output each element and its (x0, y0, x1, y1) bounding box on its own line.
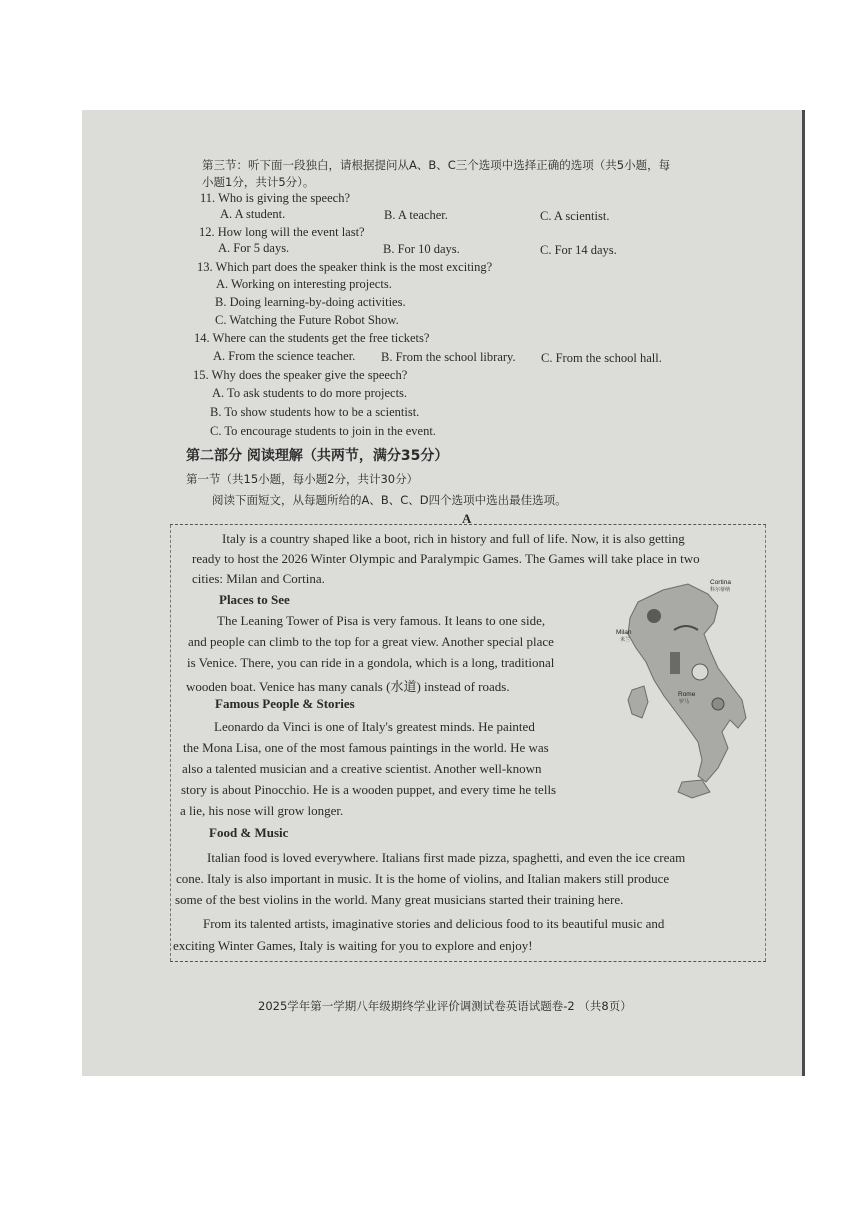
q13-option-c: C. Watching the Future Robot Show. (215, 313, 399, 327)
q11-option-c: C. A scientist. (540, 209, 610, 223)
closing-line1: From its talented artists, imaginative stories and delicious food to its beautiful music and (203, 916, 665, 931)
people-line5: a lie, his nose will grow longer. (180, 803, 344, 818)
q14-option-a: A. From the science teacher. (213, 349, 356, 363)
question-15: 15. Why does the speaker give the speech? (193, 368, 408, 382)
question-11: 11. Who is giving the speech? (200, 191, 350, 205)
question-13: 13. Which part does the speaker think is the most exciting? (197, 260, 493, 274)
map-label-cortina-zh: 科尔蒂纳 (710, 587, 731, 593)
q12-option-c: C. For 14 days. (540, 243, 617, 257)
people-line1: Leonardo da Vinci is one of Italy's greatest minds. He painted (214, 719, 535, 734)
pinocchio-icon (692, 664, 708, 680)
heading-places-to-see: Places to See (219, 592, 290, 607)
exam-page (82, 110, 805, 1076)
map-label-milan: Milan (616, 629, 632, 636)
food-line2: cone. Italy is also important in music. It is the home of violins, and Italian makers still produce (176, 871, 670, 886)
q15-option-a: A. To ask students to do more projects. (212, 386, 408, 400)
closing-line2: exciting Winter Games, Italy is waiting for you to explore and enjoy! (173, 938, 533, 953)
part2-instruction: 阅读下面短文，从每题所给的A、B、C、D四个选项中选出最佳选项。 (212, 493, 567, 507)
map-label-rome: Rome (678, 691, 696, 698)
question-14: 14. Where can the students get the free tickets? (194, 331, 430, 345)
sardinia-shape (628, 686, 648, 718)
q11-option-b: B. A teacher. (384, 208, 448, 222)
q15-option-c: C. To encourage students to join in the event. (210, 424, 436, 438)
q13-option-a: A. Working on interesting projects. (216, 277, 392, 291)
section3-heading-line2: 小题1分，共计5分）。 (202, 175, 315, 189)
part2-section1: 第一节（共15小题，每小题2分，共计30分） (186, 472, 419, 486)
q15-option-b: B. To show students how to be a scientist. (210, 405, 420, 419)
passage-label: A (462, 511, 472, 526)
places-line1: The Leaning Tower of Pisa is very famous. It leans to one side, (217, 613, 546, 628)
passage-intro-line2: ready to host the 2026 Winter Olympic and Paralympic Games. The Games will take place in two (192, 551, 700, 566)
part2-title: 第二部分 阅读理解（共两节，满分35分） (186, 448, 449, 464)
map-label-milan-zh: 米兰 (620, 637, 631, 643)
sicily-shape (678, 780, 710, 798)
italy-map-illustration (618, 572, 748, 802)
people-line2: the Mona Lisa, one of the most famous paintings in the world. He was (183, 740, 549, 755)
tower-icon (670, 652, 680, 674)
heading-famous-people: Famous People & Stories (215, 696, 355, 711)
italy-mainland-shape (628, 584, 746, 782)
places-line3: is Venice. There, you can ride in a gondola, which is a long, traditional (187, 655, 555, 670)
food-line3: some of the best violins in the world. Many great musicians started their training here. (175, 892, 624, 907)
q12-option-b: B. For 10 days. (383, 242, 460, 256)
violin-icon (647, 609, 661, 623)
section3-heading-line1: 第三节：听下面一段独白，请根据提问从A、B、C三个选项中选择正确的选项（共5小题，每 (202, 158, 671, 172)
passage-intro-line1: Italy is a country shaped like a boot, rich in history and full of life. Now, it is also getting (222, 531, 685, 546)
places-line4: wooden boat. Venice has many canals (水道) instead of roads. (186, 679, 510, 694)
map-label-rome-zh: 罗马 (679, 699, 690, 705)
people-line3: also a talented musician and a creative scientist. Another well-known (182, 761, 542, 776)
q13-option-b: B. Doing learning-by-doing activities. (215, 295, 406, 309)
pizza-icon (712, 698, 724, 710)
food-line1: Italian food is loved everywhere. Italians first made pizza, spaghetti, and even the ice cream (207, 850, 686, 865)
passage-intro-line3: cities: Milan and Cortina. (192, 571, 325, 586)
places-line2: and people can climb to the top for a great view. Another special place (188, 634, 554, 649)
heading-food-music: Food & Music (209, 825, 289, 840)
people-line4: story is about Pinocchio. He is a wooden puppet, and every time he tells (181, 782, 557, 797)
map-label-cortina: Cortina (710, 579, 731, 586)
q12-option-a: A. For 5 days. (218, 241, 290, 255)
q11-option-a: A. A student. (220, 207, 286, 221)
question-12: 12. How long will the event last? (199, 225, 365, 239)
q14-option-c: C. From the school hall. (541, 351, 662, 365)
page-footer: 2025学年第一学期八年级期终学业评价调测试卷英语试题卷-2 （共8页） (258, 999, 632, 1013)
q14-option-b: B. From the school library. (381, 350, 516, 364)
